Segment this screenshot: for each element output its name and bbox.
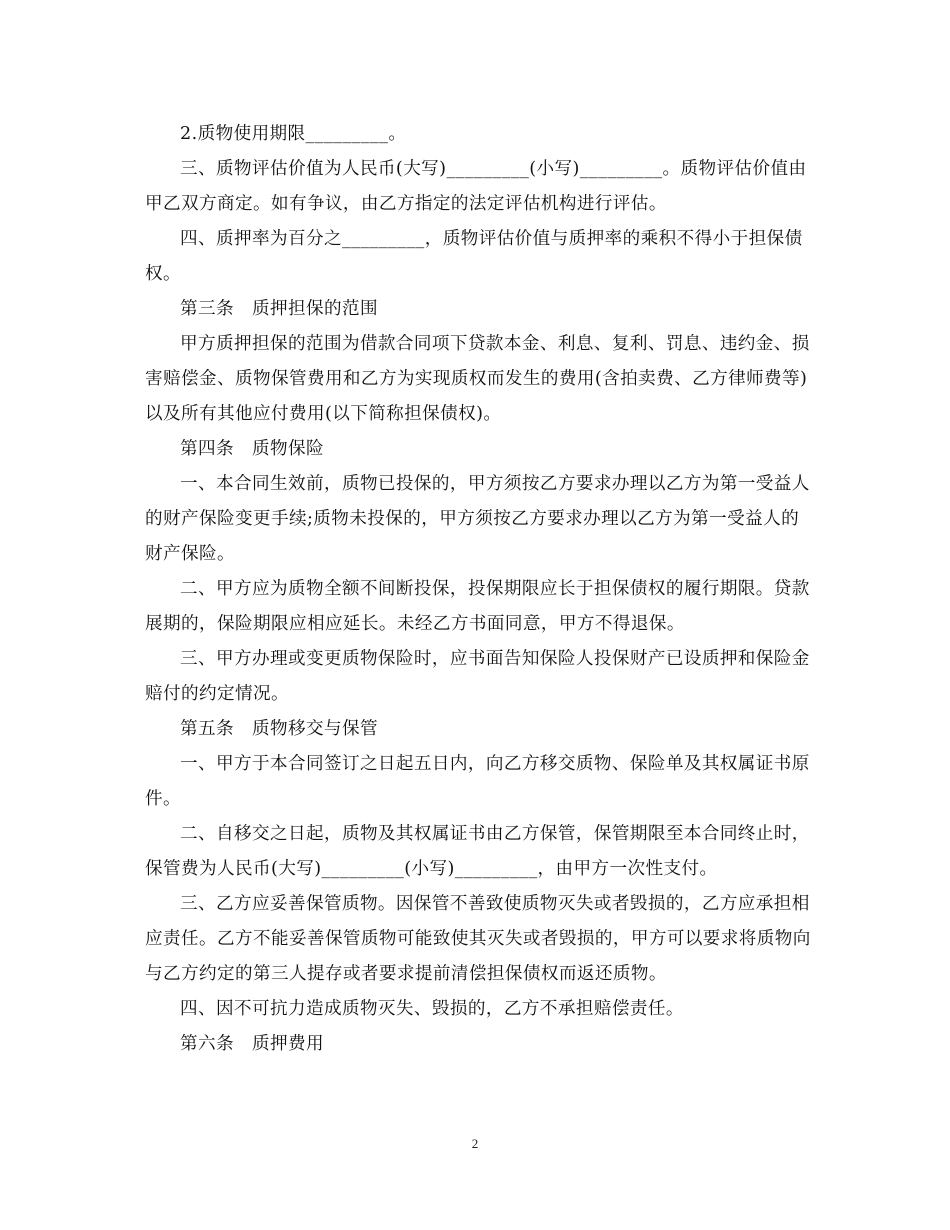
paragraph-custody-3: 三、乙方应妥善保管质物。因保管不善致使质物灭失或者毁损的，乙方应承担相应责任。乙方不能妥善保管质物可能致使其灭失或者毁损的，甲方可以要求将质物向与乙方约定的第三人提存或者要求提前清偿担保债权而返还质物。: [145, 894, 811, 984]
article-6-heading: 第六条 质押费用: [180, 1034, 324, 1054]
article-5-heading: 第五条 质物移交与保管: [180, 719, 378, 739]
paragraph-insurance-3: 三、甲方办理或变更质物保险时，应书面告知保险人投保财产已设质押和保险金赔付的约定情况。: [145, 649, 810, 704]
paragraph-usage-period: 2.质物使用期限_________。: [180, 124, 407, 144]
paragraph-custody-1: 一、甲方于本合同签订之日起五日内，向乙方移交质物、保险单及其权属证书原件。: [145, 754, 810, 809]
paragraph-custody-2: 二、自移交之日起，质物及其权属证书由乙方保管，保管期限至本合同终止时，保管费为人民币(大写)_________(小写)_________，由甲方一次性支付。: [145, 824, 810, 879]
article-4-heading: 第四条 质物保险: [180, 439, 324, 459]
paragraph-insurance-1: 一、本合同生效前，质物已投保的，甲方须按乙方要求办理以乙方为第一受益人的财产保险变更手续;质物未投保的，甲方须按乙方要求办理以乙方为第一受益人的财产保险。: [145, 474, 810, 564]
paragraph-custody-4: 四、因不可抗力造成质物灭失、毁损的，乙方不承担赔偿责任。: [180, 999, 684, 1019]
paragraph-guarantee-scope: 甲方质押担保的范围为借款合同项下贷款本金、利息、复利、罚息、违约金、损害赔偿金、质物保管费用和乙方为实现质权而发生的费用(含拍卖费、乙方律师费等)以及所有其他应付费用(以下简称担保债权)。: [145, 334, 810, 424]
paragraph-assessed-value: 三、质物评估价值为人民币(大写)_________(小写)_________。质物评估价值由甲乙双方商定。如有争议，由乙方指定的法定评估机构进行评估。: [145, 159, 807, 214]
paragraph-insurance-2: 二、甲方应为质物全额不间断投保，投保期限应长于担保债权的履行期限。贷款展期的，保险期限应相应延长。未经乙方书面同意，甲方不得退保。: [145, 579, 810, 634]
paragraph-pledge-rate: 四、质押率为百分之_________，质物评估价值与质押率的乘积不得小于担保债权。: [145, 229, 803, 284]
document-body: [145, 117, 813, 1062]
article-3-heading: 第三条 质押担保的范围: [180, 299, 378, 319]
page-number: 2: [471, 1136, 479, 1151]
